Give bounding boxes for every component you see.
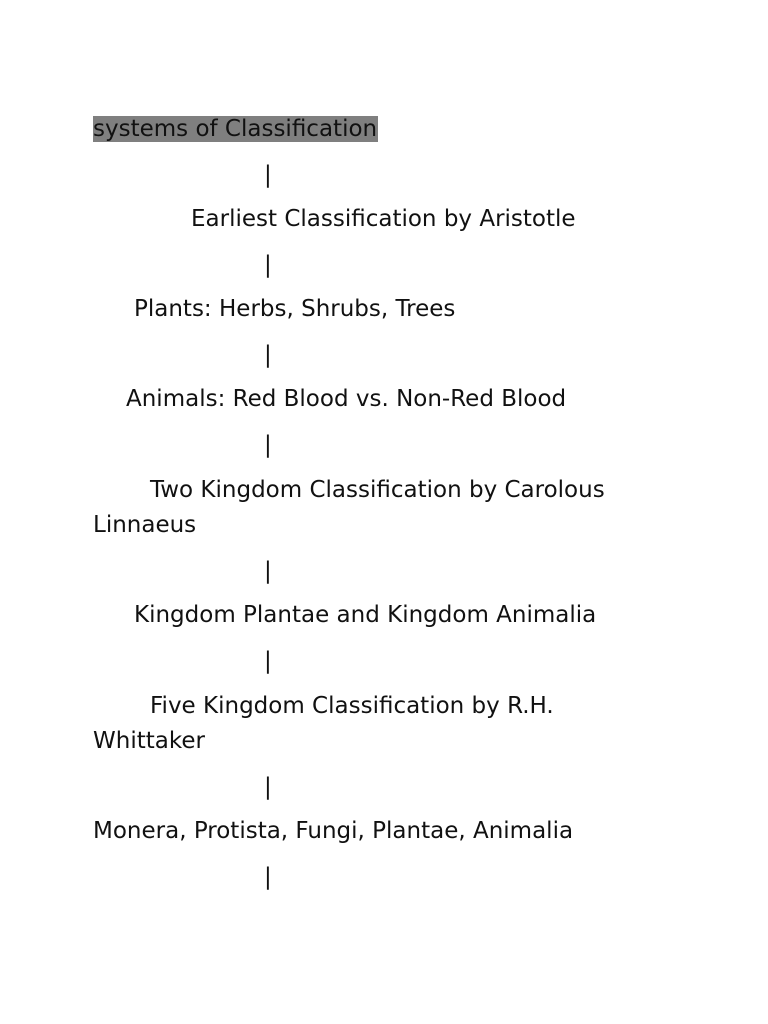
connector-line: | [264, 648, 272, 674]
connector-line: | [264, 558, 272, 584]
step-plants: Plants: Herbs, Shrubs, Trees [134, 296, 456, 322]
connector-line: | [264, 864, 272, 890]
connector-line: | [264, 774, 272, 800]
step-aristotle: Earliest Classification by Aristotle [191, 206, 576, 232]
title-highlight: systems of Classification [93, 116, 378, 142]
document-title [93, 115, 378, 143]
step-five-kingdoms-list: Monera, Protista, Fungi, Plantae, Animalia [93, 818, 574, 844]
step-five-kingdom-continued: Whittaker [93, 728, 205, 754]
step-animals: Animals: Red Blood vs. Non-Red Blood [126, 386, 567, 412]
connector-line: | [264, 252, 272, 278]
step-two-kingdom-continued: Linnaeus [93, 512, 197, 538]
connector-line: | [264, 432, 272, 458]
connector-line: | [264, 342, 272, 368]
step-two-kingdom: Two Kingdom Classification by Carolous [150, 477, 605, 503]
step-five-kingdom: Five Kingdom Classification by R.H. [150, 693, 554, 719]
step-kingdoms-plantae-animalia: Kingdom Plantae and Kingdom Animalia [134, 602, 597, 628]
connector-line: | [264, 162, 272, 188]
